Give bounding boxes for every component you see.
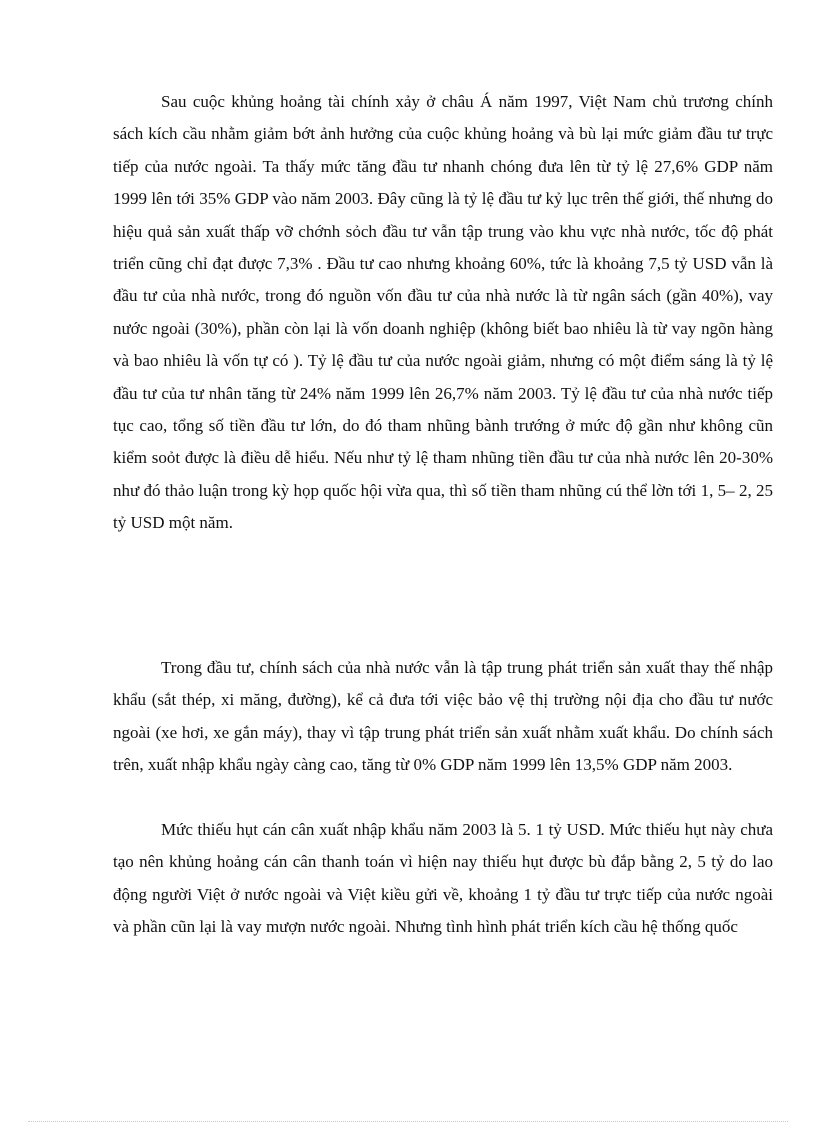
paragraph-1: Sau cuộc khủng hoảng tài chính xảy ở châu Á năm 1997, Việt Nam chủ trương chính sách kích cầu nhằm giảm bớt ảnh hưởng của cuộc khủng hoảng và bù lại mức giảm đầu tư trực tiếp của nước ngoài. Ta thấy mức tăng đầu tư nhanh chóng đưa lên từ tỷ lệ 27,6% GDP năm 1999 lên tới 35% GDP vào năm 2003. Đây cũng là tỷ lệ đầu tư kỷ lục trên thế giới, thế nhưng do hiệu quả sản xuất thấp vỡ chớnh sỏch đầu tư vẫn tập trung vào khu vực nhà nước, tốc độ phát triển cũng chỉ đạt được 7,3% . Đầu tư cao nhưng khoảng 60%, tức là khoảng 7,5 tỷ USD vẫn là đầu tư của nhà nước, trong đó nguồn vốn đầu tư của nhà nước là từ ngân sách (gần 40%), vay nước ngoài (30%), phần còn lại là vốn doanh nghiệp (không biết bao nhiêu là từ vay ngõn hàng và bao nhiêu là vốn tự có ). Tỷ lệ đầu tư của nước ngoài giảm, nhưng có một điểm sáng là tỷ lệ đầu tư của tư nhân tăng từ 24% năm 1999 lên 26,7% năm 2003. Tỷ lệ đầu tư của nhà nước tiếp tục cao, tổng số tiền đầu tư lớn, do đó tham nhũng bành trướng ở mức độ gần như không cũn kiểm soỏt được là điều dễ hiểu. Nếu như tỷ lệ tham nhũng tiền đầu tư của nhà nước lên 20-30% như đó thảo luận trong kỳ họp quốc hội vừa qua, thì số tiền tham nhũng cú thể lờn tới 1, 5– 2, 25 tỷ USD một năm.	[113, 92, 773, 533]
page-bottom-divider	[28, 1121, 788, 1122]
text-column-3	[113, 814, 773, 944]
text-column-2	[113, 652, 773, 782]
text-column-1	[113, 86, 773, 540]
paragraph-2: Trong đầu tư, chính sách của nhà nước vẫn là tập trung phát triển sản xuất thay thế nhập khẩu (sắt thép, xi măng, đường), kể cả đưa tới việc bảo vệ thị trường nội địa cho đầu tư nước ngoài (xe hơi, xe gắn máy), thay vì tập trung phát triển sản xuất nhằm xuất khẩu. Do chính sách trên, xuất nhập khẩu ngày càng cao, tăng từ 0% GDP năm 1999 lên 13,5% GDP năm 2003.	[113, 658, 773, 775]
paragraph-3: Mức thiếu hụt cán cân xuất nhập khẩu năm 2003 là 5. 1 tỷ USD. Mức thiếu hụt này chưa tạo nên khủng hoảng cán cân thanh toán vì hiện nay thiếu hụt được bù đắp bằng 2, 5 tỷ do lao động người Việt ở nước ngoài và Việt kiều gửi về, khoảng 1 tỷ đầu tư trực tiếp của nước ngoài và phần cũn lại là vay mượn nước ngoài. Nhưng tình hình phát triển kích cầu hệ thống quốc	[113, 820, 773, 937]
